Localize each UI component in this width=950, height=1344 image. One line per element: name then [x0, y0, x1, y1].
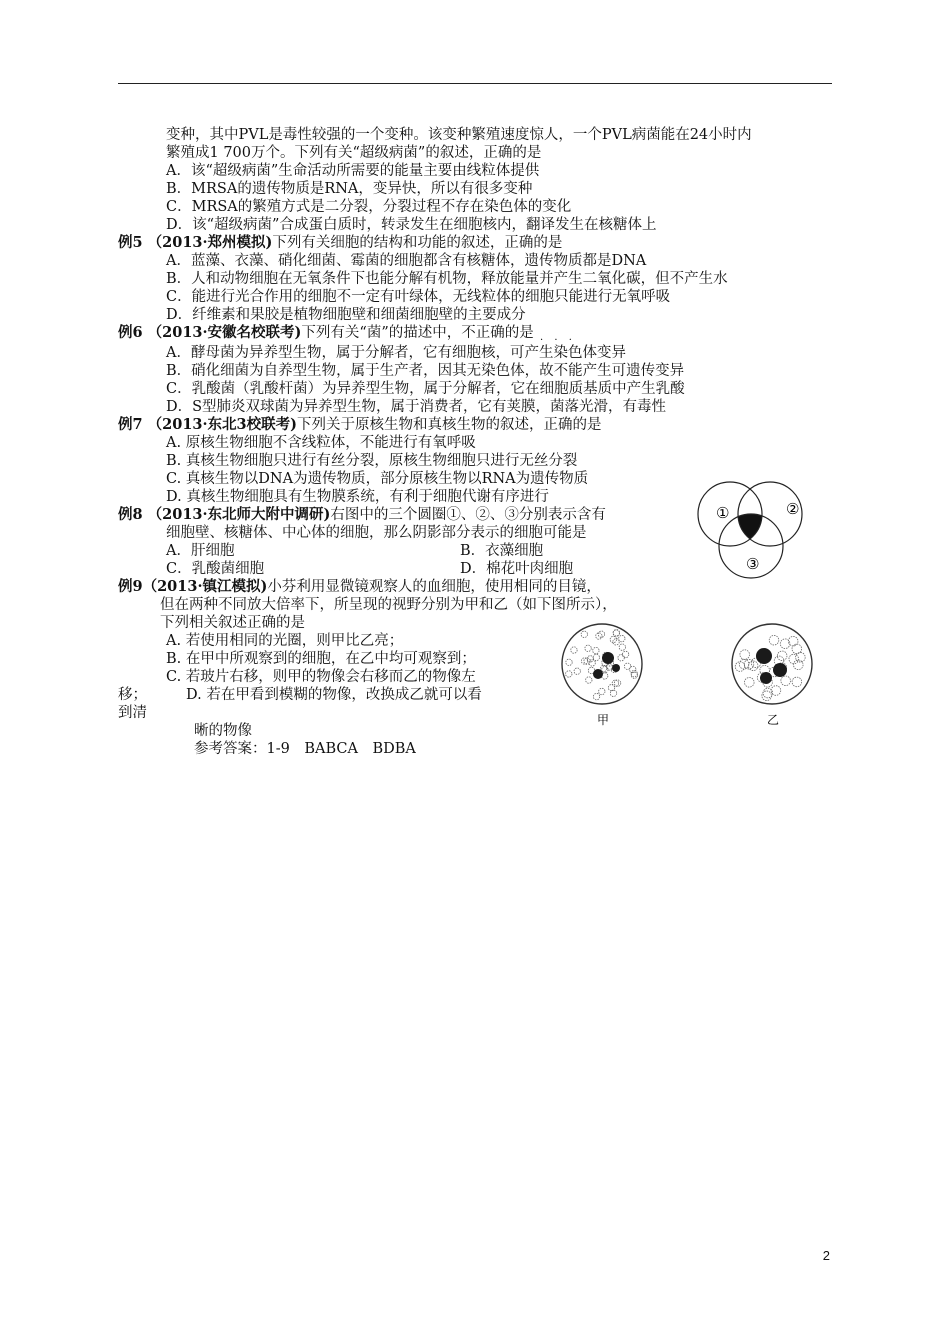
- q5-option-a: A．蓝藻、衣藻、硝化细菌、霉菌的细胞都含有核糖体，遗传物质都是DNA: [166, 253, 647, 269]
- q6-stem: 下列有关“菌”的描述中，不正确的是: [301, 325, 534, 341]
- q8-stem-line2: 细胞壁、核糖体、中心体的细胞，那么阴影部分表示的细胞可能是: [166, 525, 587, 541]
- q9-label: 例9（2013·镇江模拟): [118, 578, 268, 595]
- q7-stem: 下列关于原核生物和真核生物的叙述，正确的是: [297, 417, 602, 433]
- q4-option-c: C．MRSA的繁殖方式是二分裂，分裂过程不存在染色体的变化: [166, 199, 572, 215]
- q9-option-d-cont1: 到清: [118, 705, 147, 721]
- venn-label-1: ①: [716, 504, 730, 522]
- q9-option-a: A. 若使用相同的光圈，则甲比乙亮；: [166, 633, 404, 649]
- q9-option-d: D. 若在甲看到模糊的物像，改换成乙就可以看: [186, 687, 482, 703]
- white-blood-cell: [756, 648, 772, 664]
- q4-intro-line2: 繁殖成1 700万个。下列有关“超级病菌”的叙述，正确的是: [166, 145, 542, 161]
- q9-option-c-cont: 移；: [118, 687, 147, 703]
- q6-label: 例6 （2013·安徽名校联考): [118, 324, 302, 341]
- q6-option-a: A．酵母菌为异养型生物，属于分解者，它有细胞核，可产生染色体变异: [166, 345, 626, 361]
- q8-option-b: B．衣藻细胞: [460, 543, 544, 559]
- microscope-field-jia: [562, 624, 642, 704]
- q7-option-a: A. 原核生物细胞不含线粒体，不能进行有氧呼吸: [166, 435, 476, 451]
- q6-option-d: D．S型肺炎双球菌为异养型生物，属于消费者，它有荚膜，菌落光滑，有毒性: [166, 399, 667, 415]
- q8-label: 例8 （2013·东北师大附中调研): [118, 506, 331, 523]
- q4-option-b: B．MRSA的遗传物质是RNA，变异快，所以有很多变种: [166, 181, 533, 197]
- q9-stem-line: [118, 578, 601, 596]
- q9-option-d-cont2: 晰的物像: [194, 723, 252, 739]
- q7-option-c: C. 真核生物以DNA为遗传物质，部分原核生物以RNA为遗传物质: [166, 471, 589, 487]
- q6-emphasis-dots: · · ·: [540, 335, 576, 346]
- q5-stem-line: [118, 234, 562, 252]
- q5-stem: 下列有关细胞的结构和功能的叙述，正确的是: [272, 235, 563, 251]
- q8-option-c: C．乳酸菌细胞: [166, 561, 265, 577]
- q9-option-c: C. 若玻片右移，则甲的物像会右移而乙的物像左: [166, 669, 476, 685]
- white-blood-cell: [602, 652, 614, 664]
- venn-label-3: ③: [746, 555, 760, 573]
- page-number: 2: [822, 1248, 830, 1263]
- q6-option-b: B．硝化细菌为自养型生物，属于生产者，因其无染色体，故不能产生可遗传变异: [166, 363, 685, 379]
- white-blood-cell: [760, 672, 772, 684]
- q8-option-d: D．棉花叶肉细胞: [460, 561, 574, 577]
- q5-option-b: B．人和动物细胞在无氧条件下也能分解有机物，释放能量并产生二氧化碳，但不产生水: [166, 271, 728, 287]
- white-blood-cell: [773, 663, 787, 677]
- header-rule: [118, 83, 832, 84]
- q7-option-b: B. 真核生物细胞只进行有丝分裂，原核生物细胞只进行无丝分裂: [166, 453, 578, 469]
- q8-stem1: 右图中的三个圆圈①、②、③分别表示含有: [330, 507, 606, 523]
- field-border: [732, 624, 812, 704]
- q9-stem-line3: 下列相关叙述正确的是: [160, 615, 305, 631]
- q4-option-a: A．该“超级病菌”生命活动所需要的能量主要由线粒体提供: [166, 163, 540, 179]
- q5-option-c: C．能进行光合作用的细胞不一定有叶绿体，无线粒体的细胞只能进行无氧呼吸: [166, 289, 671, 305]
- q7-option-d: D. 真核生物细胞具有生物膜系统，有利于细胞代谢有序进行: [166, 489, 549, 505]
- q9-stem1: 小芬利用显微镜观察人的血细胞，使用相同的目镜，: [267, 579, 601, 595]
- q6-stem-line: [118, 324, 534, 342]
- white-blood-cell: [593, 669, 603, 679]
- venn-label-2: ②: [786, 500, 800, 518]
- q7-stem-line: [118, 416, 602, 434]
- microscope-fields-figure: [560, 620, 830, 730]
- figure-label-yi: 乙: [767, 713, 780, 727]
- q9-stem-line2: 但在两种不同放大倍率下，所呈现的视野分别为甲和乙（如下图所示），: [160, 597, 617, 613]
- q4-option-d: D．该“超级病菌”合成蛋白质时，转录发生在细胞核内，翻译发生在核糖体上: [166, 217, 657, 233]
- q6-option-c: C．乳酸菌（乳酸杆菌）为异养型生物，属于分解者，它在细胞质基质中产生乳酸: [166, 381, 685, 397]
- venn-diagram: [690, 478, 840, 588]
- microscope-field-yi: [732, 624, 812, 704]
- q8-option-a: A．肝细胞: [166, 543, 235, 559]
- white-blood-cell: [612, 664, 620, 672]
- q9-option-b: B. 在甲中所观察到的细胞，在乙中均可观察到；: [166, 651, 476, 667]
- q5-option-d: D．纤维素和果胶是植物细胞壁和细菌细胞壁的主要成分: [166, 307, 526, 323]
- figure-label-jia: 甲: [597, 713, 610, 727]
- q7-label: 例7 （2013·东北3校联考): [118, 416, 297, 433]
- q8-stem-line: [118, 506, 606, 524]
- q5-label: 例5 （2013·郑州模拟): [118, 234, 273, 251]
- q4-intro-line1: 变种，其中PVL是毒性较强的一个变种。该变种繁殖速度惊人，一个PVL病菌能在24小时内: [166, 127, 752, 143]
- answer-key: 参考答案：1-9 BABCA BDBA: [194, 741, 416, 757]
